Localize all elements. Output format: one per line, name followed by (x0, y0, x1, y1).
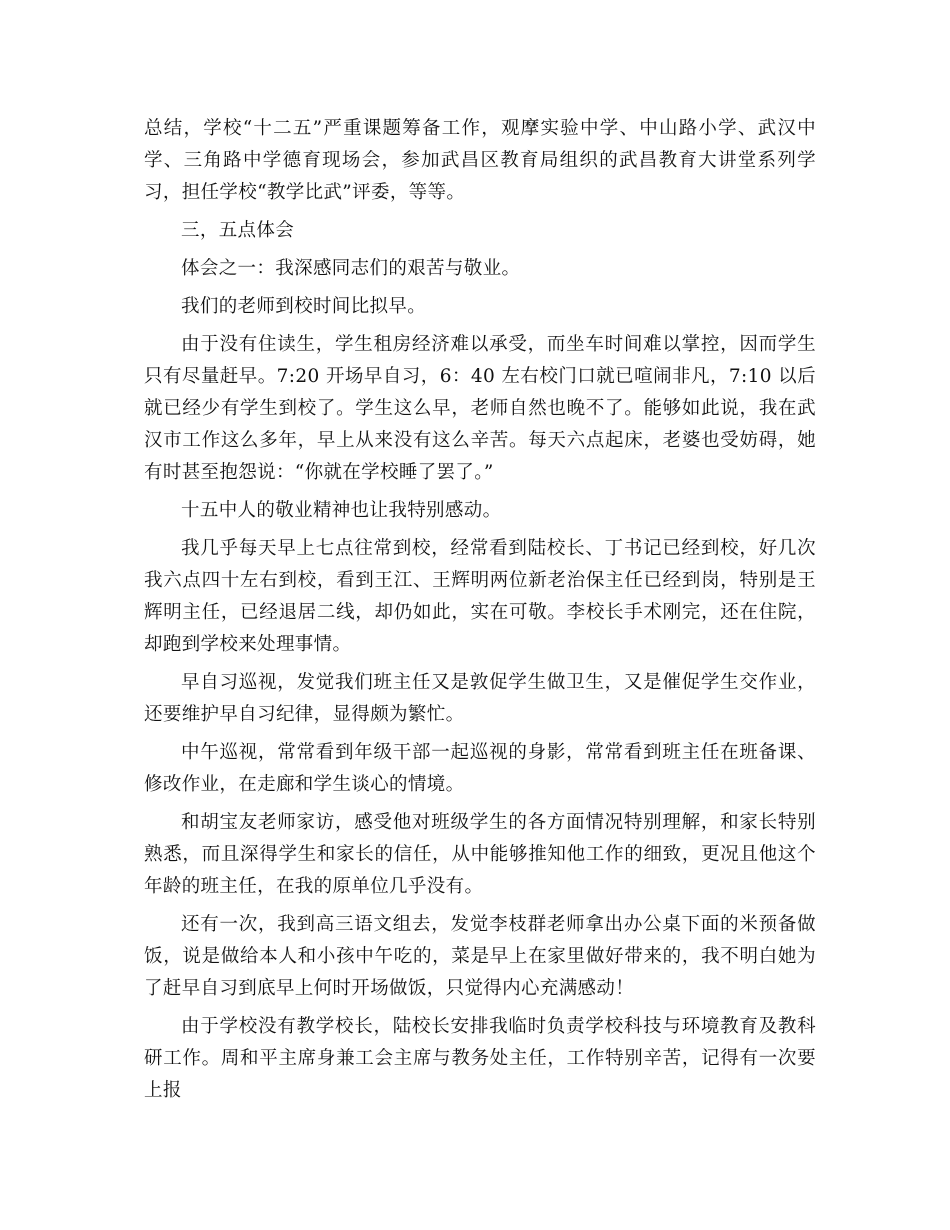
paragraph-12: 由于学校没有教学校长，陆校长安排我临时负责学校科技与环境教育及教科研工作。周和平主席身兼工会主席与教务处主任，工作特别辛苦，记得有一次要上报 (144, 1016, 816, 1101)
paragraph-5: 由于没有住读生，学生租房经济难以承受，而坐车时间难以掌控，因而学生只有尽量赶早。7:20 开场早自习，6：40 左右校门口就已喧闹非凡，7:10 以后就已经少有学生到校了。学生这么早，老师自然也晚不了。能够如此说，我在武汉市工作这么多年，早上从来没有这么辛苦。每天六点起床，老婆也受妨碍，她有时甚至抱怨说：“你就在学校睡了罢了。” (144, 334, 816, 483)
section-heading: 三，五点体会 (181, 220, 295, 241)
paragraph-8: 早自习巡视，发觉我们班主任又是敦促学生做卫生，又是催促学生交作业，还要维护早自习纪律，显得颇为繁忙。 (144, 672, 816, 725)
paragraph-6: 十五中人的敬业精神也让我特别感动。 (181, 500, 502, 521)
paragraph-3: 体会之一：我深感同志们的艰苦与敬业。 (181, 258, 521, 279)
paragraph-1: 总结，学校“十二五”严重课题筹备工作，观摩实验中学、中山路小学、武汉中学、三角路中学德育现场会，参加武昌区教育局组织的武昌教育大讲堂系列学习，担任学校“教学比武”评委，等等。 (144, 118, 816, 203)
paragraph-4: 我们的老师到校时间比拟早。 (181, 296, 427, 317)
paragraph-9: 中午巡视，常常看到年级干部一起巡视的身影，常常看到班主任在班备课、修改作业，在走廊和学生谈心的情境。 (144, 742, 816, 795)
paragraph-11: 还有一次，我到高三语文组去，发觉李枝群老师拿出办公桌下面的米预备做饭，说是做给本人和小孩中午吃的，菜是早上在家里做好带来的，我不明白她为了赶早自习到底早上何时开场做饭，只觉得内心充满感动！ (144, 914, 816, 999)
paragraph-7: 我几乎每天早上七点往常到校，经常看到陆校长、丁书记已经到校，好几次我六点四十左右到校，看到王江、王辉明两位新老治保主任已经到岗，特别是王辉明主任，已经退居二线，却仍如此，实在可敬。李校长手术刚完，还在住院，却跑到学校来处理事情。 (144, 538, 816, 655)
paragraph-10: 和胡宝友老师家访，感受他对班级学生的各方面情况特别理解，和家长特别熟悉，而且深得学生和家长的信任，从中能够推知他工作的细致，更况且他这个年龄的班主任，在我的原单位几乎没有。 (144, 812, 816, 897)
